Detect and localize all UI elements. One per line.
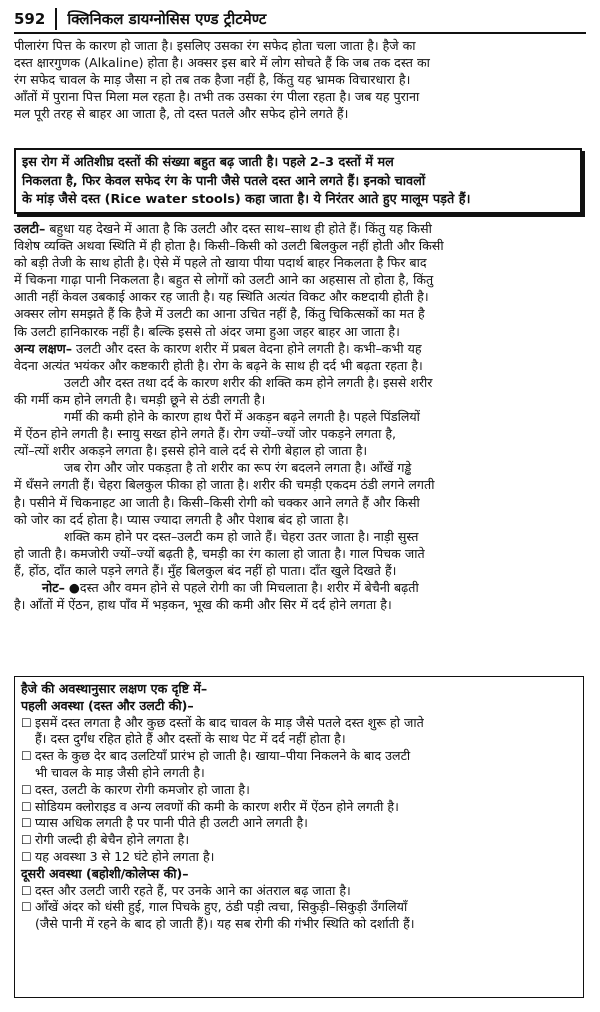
list-item: [21, 799, 577, 816]
text-line: हैं, होंठ, दाँत काले पड़ने लगते हैं। मुँह बिलकुल बंद नहीं हो पाता। दाँत खुले दिखते हैं।: [14, 562, 397, 578]
text-line: यह अवस्था 3 से 12 घंटे होने लगता है।: [35, 848, 215, 864]
text-line: को जोर का दर्द होता है। प्यास ज्यादा लगती है और पेशाब बंद हो जाता है।: [14, 511, 349, 527]
text-line: सोडियम क्लोराइड व अन्य लवणों की कमी के कारण शरीर में ऐंठन होने लगती है।: [35, 798, 399, 814]
stages-heading: हैजे की अवस्थानुसार लक्षण एक दृष्टि में–: [21, 681, 208, 696]
text-line: को बड़ी तेजी के साथ होती है। ऐसे में पहले तो खाया पीया पदार्थ बाहर निकलता है फिर बाद: [14, 255, 427, 271]
highlight-line: के मांड़ जैसे दस्त (Rice water stools) कहा जाता है। ये निरंतर आते हुए मालूम पड़ते हैं।: [22, 192, 471, 207]
text-line: की गर्मी कम होने लगती है। चमड़ी छूने से ठंडी लगती है।: [14, 391, 266, 407]
list-item: [21, 715, 577, 749]
text-line: इसमें दस्त लगता है और कुछ दस्तों के बाद चावल के माड़ जैसे पतले दस्त शुरू हो जाते: [35, 714, 424, 730]
page-number: 592: [14, 10, 46, 28]
checkbox-icon: ☐: [21, 816, 32, 831]
text-line: में चिकना गाढ़ा पानी निकलता है। बहुत से लोगों को उलटी आने का अहसास तो होता है, किंतु: [14, 272, 434, 288]
list-item: [21, 899, 577, 933]
text-line: आँखें अंदर को धंसी हुई, गाल पिचके हुए, ठंडी पड़ी त्वचा, सिकुड़ी–सिकुड़ी उँगलियाँ: [35, 899, 408, 915]
text-line: गर्मी की कमी होने के कारण हाथ पैरों में अकड़न बढ़ने लगती है। पहले पिंडलियों: [64, 409, 420, 425]
text-line: त्यों–त्यों शरीर अकड़ने लगता है। इससे होने वाले दर्द से रोगी बेहाल हो जाता है।: [14, 443, 368, 459]
vomit-label: उलटी–: [14, 221, 46, 236]
text-line: मल पूरी तरह से बाहर आ जाता है, तो दस्त पतले और सफेद होने लगते हैं।: [14, 106, 349, 122]
highlight-line: इस रोग में अतिशीघ्र दस्तों की संख्या बहुत बढ़ जाती है। पहले 2–3 दस्तों में मल: [22, 155, 394, 170]
text-line: उलटी और दस्त के कारण शरीर में प्रबल वेदना होने लगती है। कभी–कभी यह: [72, 340, 422, 356]
text-line: शक्ति कम होने पर दस्त–उलटी कम हो जाते हैं। चेहरा उतर जाता है। नाड़ी सुस्त: [64, 528, 419, 544]
checkbox-icon: ☐: [21, 849, 32, 864]
checkbox-icon: ☐: [21, 799, 32, 814]
other-symptoms-label: अन्य लक्षण–: [14, 340, 72, 356]
list-item: [21, 883, 577, 900]
checkbox-icon: ☐: [21, 715, 32, 730]
text-line: कि उलटी हानिकारक नहीं है। बल्कि इससे तो अंदर जमा हुआ जहर बाहर आ जाता है।: [14, 323, 400, 339]
text-line: हो जाती है। कमजोरी ज्यों–ज्यों बढ़ती है, चमड़ी का रंग काला हो जाता है। गाल पिचक जाते: [14, 545, 425, 561]
text-line: वेदना अत्यंत भयंकर और कष्टकारी होती है। रोग के बढ़ने के साथ ही दर्द भी बढ़ता रहता है।: [14, 357, 423, 373]
checkbox-icon: ☐: [21, 749, 32, 764]
checkbox-icon: ☐: [21, 833, 32, 848]
text-line: भी चावल के माड़ जैसी होने लगती है।: [35, 764, 205, 780]
first-stage-title: पहली अवस्था (दस्त और उलटी की)–: [21, 697, 194, 713]
text-line: दस्त, उलटी के कारण रोगी कमजोर हो जाता है।: [35, 781, 250, 797]
text-line: हैं। दस्त दुर्गंध रहित होते हैं और दस्तों के साथ पेट में दर्द नहीं होता है।: [35, 731, 346, 747]
checkbox-icon: ☐: [21, 900, 32, 915]
text-line: में ऐंठन होने लगती है। स्नायु सख्त होने लगते हैं। रोग ज्यों–ज्यों जोर पकड़ने लगता है,: [14, 426, 397, 442]
book-title: क्लिनिकल डायग्नोसिस एण्ड ट्रीटमेण्ट: [67, 10, 267, 28]
checkbox-icon: ☐: [21, 883, 32, 898]
text-line: उलटी और दस्त तथा दर्द के कारण शरीर की शक्ति कम होने लगती है। इससे शरीर: [64, 374, 433, 390]
text-line: दस्त क्षारगुणक (Alkaline) होता है। अक्सर इस बारे में लोग सोचते हैं कि जब तक दस्त का: [14, 55, 430, 71]
text-line: बहुधा यह देखने में आता है कि उलटी और दस्त साथ–साथ ही होते हैं। किंतु यह किसी: [45, 221, 432, 236]
text-line: रोगी जल्दी ही बेचैन होने लगता है।: [35, 832, 190, 848]
text-line: दस्त और उलटी जारी रहते हैं, पर उनके आने का अंतराल बढ़ जाता है।: [35, 882, 351, 898]
text-line: में धँसने लगती हैं। चेहरा बिलकुल फीका हो जाता है। शरीर की चमड़ी एकदम ठंडी लगने लगती: [14, 477, 435, 493]
intro-paragraph: [14, 37, 588, 122]
list-item: [21, 782, 577, 799]
text-line: विशेष व्यक्ति अथवा स्थिति में ही होता है। किसी–किसी को उलटी बिलकुल नहीं होती और किसी: [14, 238, 444, 254]
text-line: आँतों में पुराना पित्त मिला मल रहता है। तभी तक उसका रंग पीला रहता है। जब यह पुराना: [14, 89, 420, 105]
text-line: जब रोग और जोर पकड़ता है तो शरीर का रूप रंग बदलने लगता है। आँखें गड्ढे: [64, 460, 412, 476]
stages-box: [14, 676, 584, 998]
text-line: है। आँतों में ऐंठन, हाथ पाँव में भड़कन, भूख की कमी और सिर में दर्द होने लगता है।: [14, 597, 392, 613]
text-line: प्यास अधिक लगती है पर पानी पीते ही उलटी आने लगती है।: [35, 815, 308, 831]
note-label: नोट–: [42, 579, 65, 595]
text-line: रंग सफेद चावल के माड़ जैसा न हो तब तक हैजा नहीं है, किंतु यह भ्रामक विचारधारा है।: [14, 72, 411, 88]
second-stage-title: दूसरी अवस्था (बहोशी/कोलेप्स की)–: [21, 865, 189, 881]
symptoms-section: [14, 220, 588, 613]
highlight-line: निकलता है, फिर केवल सफेद रंग के पानी जैसे पतले दस्त आने लगते हैं। इनको चावलों: [22, 173, 426, 189]
list-item: [21, 815, 577, 832]
text-line: ●दस्त और वमन होने से पहले रोगी का जी मिचलाता है। शरीर में बेचैनी बढ़ती: [64, 579, 419, 595]
list-item: [21, 849, 577, 866]
checkbox-icon: ☐: [21, 782, 32, 797]
text-line: अक्सर लोग समझते हैं कि हैजे में उलटी का आना उचित नहीं है, किंतु चिकित्सकों का मत है: [14, 306, 425, 322]
text-line: आती नहीं केवल उबकाई आकर रह जाती है। यह स्थिति अत्यंत विकट और कष्टदायी होती है।: [14, 289, 429, 305]
text-line: दस्त के कुछ देर बाद उलटियाँ प्रारंभ हो जाती है। खाया–पीया निकलने के बाद उलटी: [35, 748, 411, 764]
text-line: पीलारंग पित्त के कारण हो जाता है। इसलिए उसका रंग सफेद होता चला जाता है। हैजे का: [14, 38, 416, 53]
highlight-box: [14, 148, 582, 214]
text-line: है। पसीने में चिकनाहट आ जाती है। किसी–किसी रोगी को चक्कर आने लगते हैं और किसी: [14, 494, 420, 510]
list-item: [21, 832, 577, 849]
header-divider: [55, 8, 57, 30]
text-line: (जैसे पानी में रहने के बाद हो जाती हैं)। यह सब रोगी की गंभीर स्थिति को दर्शाती हैं।: [35, 916, 415, 932]
list-item: [21, 748, 577, 782]
page-header: [14, 6, 586, 34]
